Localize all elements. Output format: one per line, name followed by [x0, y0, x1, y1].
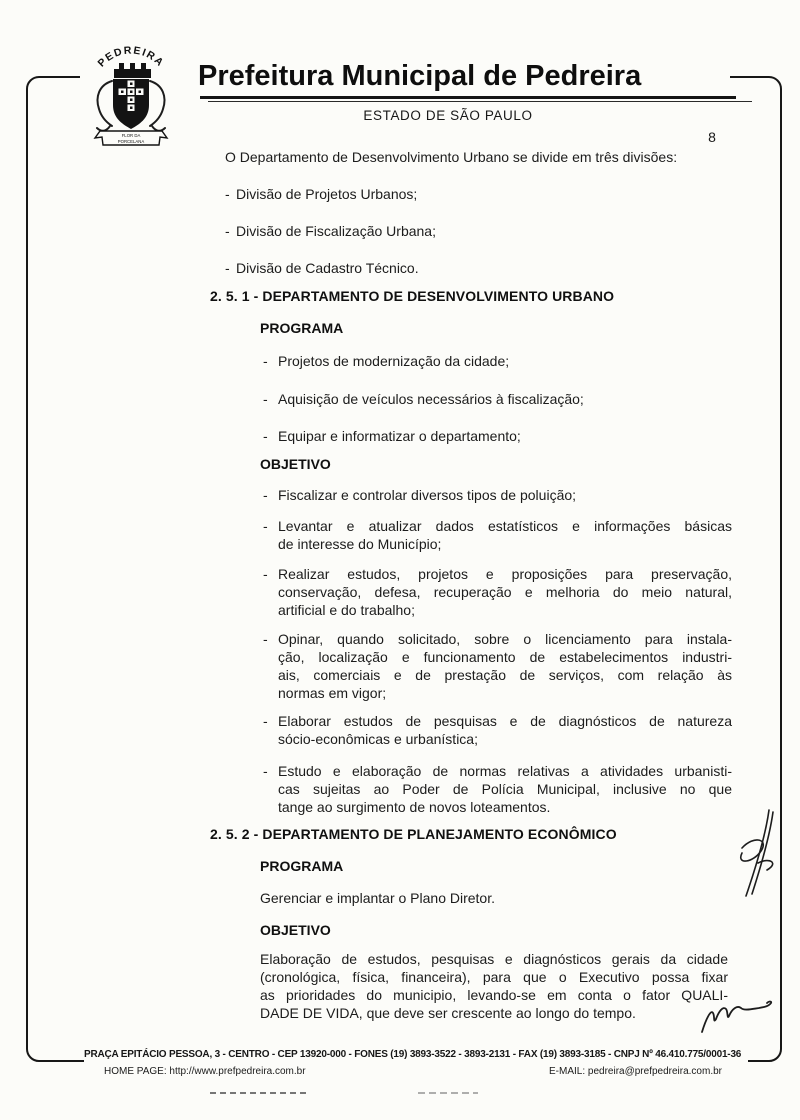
title-underline-thin: [208, 101, 752, 102]
bullet-dash: -: [263, 353, 268, 369]
text-line: Elaboração de estudos, pesquisas e diagnósticos gerais da cidade: [260, 951, 728, 967]
footer-address: PRAÇA EPITÁCIO PESSOA, 3 - CENTRO - CEP 13920-000 - FONES (19) 3893-3522 - 3893-2131 - FAX (19) 3893-3185 - CNPJ Nº 46.410.775/0001-36: [84, 1049, 742, 1060]
letterhead-subtitle: ESTADO DE SÃO PAULO: [363, 108, 533, 123]
division-item: [225, 185, 732, 203]
text-line: sócio-econômicas e urbanística;: [278, 731, 478, 747]
text-line: artificial e do trabalho;: [278, 602, 415, 618]
text-line: Realizar estudos, projetos e proposições para preservação,: [278, 566, 732, 582]
text-line: tange ao surgimento de novos loteamentos.: [278, 799, 551, 815]
objetivo-label: OBJETIVO: [260, 456, 331, 472]
list-item: [263, 565, 732, 619]
list-item: [263, 712, 732, 748]
bullet-dash: -: [225, 186, 230, 202]
coat-of-arms: [86, 34, 176, 153]
text-line: Divisão de Projetos Urbanos;: [236, 186, 418, 202]
list-item: [263, 762, 732, 816]
bullet-dash: -: [263, 713, 268, 729]
list-item: [263, 486, 732, 504]
footer-homepage: HOME PAGE: http://www.prefpedreira.com.br: [104, 1066, 306, 1077]
list-item: [263, 352, 732, 370]
list-item: [263, 630, 732, 702]
list-item: [263, 517, 732, 553]
ribbon-text-line1: FLOR DA: [121, 133, 141, 139]
section-heading: 2. 5. 2 - DEPARTAMENTO DE PLANEJAMENTO ECONÔMICO: [210, 826, 617, 842]
logo-arc-text: PEDREIRA: [95, 44, 167, 70]
text-line: Elaborar estudos de pesquisas e de diagnósticos de natureza: [278, 713, 732, 729]
bullet-dash: -: [263, 487, 268, 503]
text-line: DADE DE VIDA, que deve ser crescente ao longo do tempo.: [260, 1005, 636, 1021]
text-line: Levantar e atualizar dados estatísticos e informações básicas: [278, 518, 732, 534]
page-number: 8: [708, 129, 716, 145]
text-line: Aquisição de veículos necessários à fiscalização;: [278, 391, 584, 407]
programa-label: PROGRAMA: [260, 858, 344, 874]
document-body: [210, 148, 732, 1022]
crown-icon: [114, 63, 151, 78]
bullet-dash: -: [263, 763, 268, 779]
body-intro: O Departamento de Desenvolvimento Urbano se divide em três divisões:: [225, 149, 678, 165]
footer-contacts: [104, 1066, 722, 1077]
text-line: ais, comerciais e de prestação de serviços, com relação às: [278, 667, 732, 683]
list-item: [263, 390, 732, 408]
section-heading: 2. 5. 1 - DEPARTAMENTO DE DESENVOLVIMENTO URBANO: [210, 288, 615, 304]
division-item: [225, 222, 732, 240]
scan-artifact: [210, 1092, 310, 1094]
list-item: [263, 427, 732, 445]
text-line: (cronológica, física, financeira), para que o Executivo possa fixar: [260, 969, 728, 985]
text-line: Divisão de Cadastro Técnico.: [236, 260, 419, 276]
text-line: de interesse do Município;: [278, 536, 442, 552]
handwritten-initials: [696, 996, 776, 1045]
bullet-dash: -: [263, 566, 268, 582]
text-line: ção, localização e funcionamento de estabelecimentos industri-: [278, 649, 732, 665]
bullet-dash: -: [225, 223, 230, 239]
objetivo-label: OBJETIVO: [260, 922, 331, 938]
ribbon-text-line2: PORCELANA: [117, 138, 145, 144]
text-line: Estudo e elaboração de normas relativas a atividades urbanisti-: [278, 763, 732, 779]
bullet-dash: -: [263, 631, 268, 647]
text-line: Opinar, quando solicitado, sobre o licenciamento para instala-: [278, 631, 732, 647]
paragraph: [260, 950, 728, 1022]
bullet-dash: -: [263, 428, 268, 444]
scan-artifact: [418, 1092, 478, 1094]
bullet-dash: -: [263, 391, 268, 407]
division-item: [225, 259, 732, 277]
text-line: Divisão de Fiscalização Urbana;: [236, 223, 436, 239]
bullet-dash: -: [263, 518, 268, 534]
programa-label: PROGRAMA: [260, 320, 344, 336]
text-line: cas sujeitas ao Poder de Polícia Municipal, inclusive no que: [278, 781, 732, 797]
title-underline-thick: [200, 96, 736, 99]
text-line: normas em vigor;: [278, 685, 387, 701]
text-line: Fiscalizar e controlar diversos tipos de poluição;: [278, 487, 577, 503]
text-line: Projetos de modernização da cidade;: [278, 353, 510, 369]
paragraph: Gerenciar e implantar o Plano Diretor.: [260, 890, 495, 906]
handwritten-signature: [733, 806, 783, 907]
footer-email: E-MAIL: pedreira@prefpedreira.com.br: [549, 1066, 722, 1077]
text-line: Equipar e informatizar o departamento;: [278, 428, 521, 444]
bullet-dash: -: [225, 260, 230, 276]
letterhead-title: Prefeitura Municipal de Pedreira: [198, 60, 642, 92]
text-line: as prioridades do municipio, levando-se em conta o fator QUALI-: [260, 987, 728, 1003]
text-line: conservação, defesa, recuperação e melhoria do meio natural,: [278, 584, 732, 600]
